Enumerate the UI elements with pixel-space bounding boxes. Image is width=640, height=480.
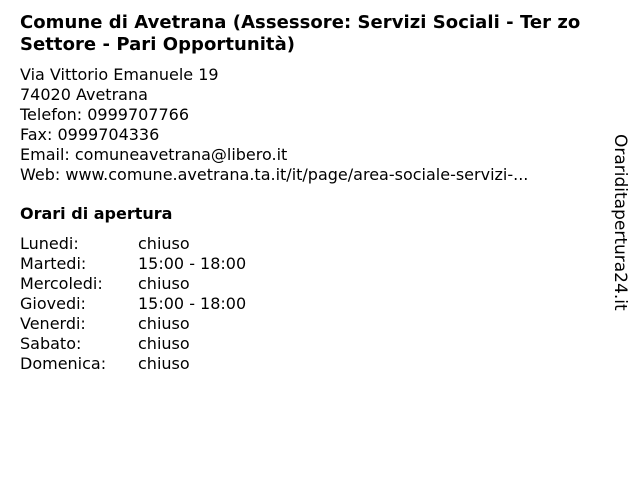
- site-brand-watermark: Orariditapertura24.it: [610, 134, 630, 311]
- day-hours: chiuso: [138, 334, 190, 353]
- day-label: Sabato:: [20, 334, 82, 353]
- day-label: Giovedi:: [20, 294, 86, 313]
- day-hours: chiuso: [138, 234, 190, 253]
- day-hours: 15:00 - 18:00: [138, 294, 247, 313]
- opening-hours-list: [20, 234, 246, 374]
- phone-number: Telefon: 0999707766: [20, 105, 190, 124]
- hours-row-thursday: [20, 294, 246, 314]
- page-title: Comune di Avetrana (Assessore: Servizi Sociali - Ter zo Settore - Pari Opportunità): [20, 12, 581, 55]
- day-label: Martedi:: [20, 254, 87, 273]
- day-hours: chiuso: [138, 314, 190, 333]
- email-address: Email: comuneavetrana@libero.it: [20, 145, 288, 164]
- hours-row-monday: [20, 234, 246, 254]
- day-hours: chiuso: [138, 354, 190, 373]
- opening-hours-heading: Orari di apertura: [20, 204, 173, 223]
- day-label: Mercoledi:: [20, 274, 103, 293]
- hours-row-friday: [20, 314, 246, 334]
- hours-row-tuesday: [20, 254, 246, 274]
- hours-row-wednesday: [20, 274, 246, 294]
- day-hours: 15:00 - 18:00: [138, 254, 247, 273]
- city-postal: 74020 Avetrana: [20, 85, 148, 104]
- hours-row-sunday: [20, 354, 246, 374]
- day-label: Lunedi:: [20, 234, 79, 253]
- day-hours: chiuso: [138, 274, 190, 293]
- website-url: Web: www.comune.avetrana.ta.it/it/page/area-sociale-servizi-...: [20, 165, 529, 184]
- contact-block: [20, 65, 600, 185]
- hours-row-saturday: [20, 334, 246, 354]
- fax-number: Fax: 0999704336: [20, 125, 160, 144]
- day-label: Domenica:: [20, 354, 107, 373]
- street-address: Via Vittorio Emanuele 19: [20, 65, 219, 84]
- day-label: Venerdi:: [20, 314, 86, 333]
